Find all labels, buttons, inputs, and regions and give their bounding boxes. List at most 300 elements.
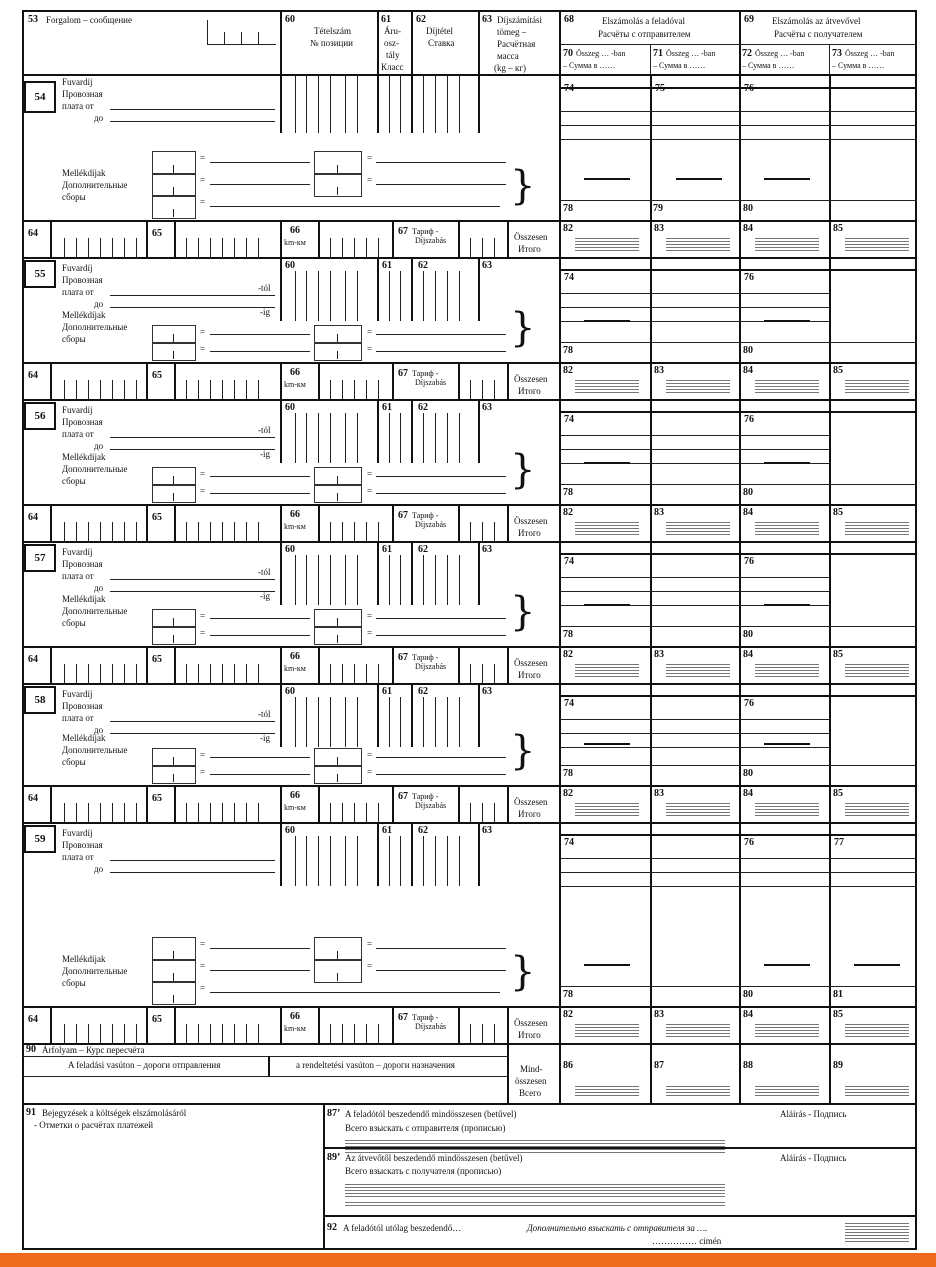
fee-box[interactable] bbox=[152, 173, 196, 197]
orange-bottom-bar bbox=[0, 1253, 936, 1267]
km-label: km-км bbox=[284, 380, 306, 389]
c66-number: 66 bbox=[290, 225, 300, 236]
c74-number: 74 bbox=[564, 698, 574, 709]
total-lines[interactable] bbox=[575, 801, 639, 817]
c73-number: 73 bbox=[832, 48, 842, 59]
c90-label: Árfolyam – Курс пересчёта bbox=[42, 1045, 145, 1055]
total-lines[interactable] bbox=[575, 662, 639, 678]
c84-number: 84 bbox=[743, 507, 753, 518]
c61-label-ru: Класс bbox=[381, 62, 404, 72]
fee-eq-right: = bbox=[367, 628, 373, 638]
provoznaya-label: Провозная bbox=[62, 840, 103, 850]
dopolnitelnye-label: Дополнительные bbox=[62, 322, 128, 332]
mellekdijak-label: Mellékdíjak bbox=[62, 954, 106, 964]
c71-label-ru: – Сумма в …… bbox=[653, 61, 706, 70]
osszesen-label: Összesen bbox=[514, 658, 548, 668]
km-label: km-км bbox=[284, 238, 306, 247]
mellekdijak-label: Mellékdíjak bbox=[62, 594, 106, 604]
c62-number: 62 bbox=[418, 825, 428, 836]
total-lines[interactable] bbox=[575, 1022, 639, 1038]
fuvardij-label: Fuvardíj bbox=[62, 77, 93, 87]
c62-number: 62 bbox=[418, 402, 428, 413]
c60-number: 60 bbox=[285, 686, 295, 697]
fee-eq-right: = bbox=[367, 611, 373, 621]
dopolnitelnye-label: Дополнительные bbox=[62, 180, 128, 190]
osszesen-label: Összesen bbox=[514, 516, 548, 526]
c61-label2: osz- bbox=[384, 38, 399, 48]
tarif-label: Тариф - bbox=[412, 1013, 439, 1022]
total-lines[interactable] bbox=[845, 1022, 909, 1038]
c68-number: 68 bbox=[564, 14, 574, 25]
dijszabas-label: Díjszabás bbox=[415, 378, 447, 387]
c84-number: 84 bbox=[743, 365, 753, 376]
brace-icon: } bbox=[510, 589, 536, 635]
plata-ot-label: плата от bbox=[62, 429, 94, 439]
c67-number: 67 bbox=[398, 510, 408, 521]
section-number: 57 bbox=[24, 544, 56, 572]
c92-number: 92 bbox=[327, 1222, 337, 1233]
c67-number: 67 bbox=[398, 368, 408, 379]
c87-number: 87 bbox=[654, 1060, 664, 1071]
total-lines[interactable] bbox=[666, 520, 730, 536]
c63-number: 63 bbox=[482, 402, 492, 413]
dijszabas-label: Díjszabás bbox=[415, 236, 447, 245]
osszesen-label: összesen bbox=[515, 1076, 547, 1086]
fee-eq-right: = bbox=[367, 486, 373, 496]
dopolnitelnye-label: Дополнительные bbox=[62, 464, 128, 474]
c74-number: 74 bbox=[564, 414, 574, 425]
dijszabas-label: Díjszabás bbox=[415, 1022, 447, 1031]
c76-number: 76 bbox=[744, 698, 754, 709]
c85-number: 85 bbox=[833, 507, 843, 518]
ig-label: -ig bbox=[260, 733, 270, 743]
c63-number: 63 bbox=[482, 14, 492, 25]
tol-label: -tól bbox=[258, 567, 271, 577]
fee-eq: = bbox=[200, 344, 206, 354]
itogo-label: Итого bbox=[518, 386, 541, 396]
c78-number: 78 bbox=[563, 345, 573, 356]
tarif-label: Тариф - bbox=[412, 227, 439, 236]
total-lines[interactable] bbox=[755, 801, 819, 817]
sbory-label: сборы bbox=[62, 476, 86, 486]
c87p-amount-lines[interactable] bbox=[345, 1138, 725, 1154]
provoznaya-label: Провозная bbox=[62, 559, 103, 569]
c90-departure-rail: A feladási vasúton – дороги отправления bbox=[68, 1060, 221, 1070]
c89p-label-ru: Всего взыскать с получателя (прописью) bbox=[345, 1166, 502, 1176]
c64-number: 64 bbox=[28, 228, 38, 239]
total-lines[interactable] bbox=[755, 1022, 819, 1038]
c82-number: 82 bbox=[563, 1009, 573, 1020]
c53-number: 53 bbox=[28, 14, 38, 25]
itogo-label: Итого bbox=[518, 244, 541, 254]
total-lines[interactable] bbox=[845, 520, 909, 536]
c62-number: 62 bbox=[418, 686, 428, 697]
c64-number: 64 bbox=[28, 654, 38, 665]
c64-number: 64 bbox=[28, 370, 38, 381]
fee-eq-right: = bbox=[367, 961, 373, 971]
do-label: до bbox=[94, 113, 104, 123]
total-lines[interactable] bbox=[666, 236, 730, 252]
provoznaya-label: Провозная bbox=[62, 89, 103, 99]
fee-eq-right: = bbox=[367, 344, 373, 354]
c67-number: 67 bbox=[398, 1012, 408, 1023]
c75-number: 75 bbox=[655, 83, 665, 94]
fee-eq: = bbox=[200, 939, 206, 949]
c70-label: Összeg … -ban bbox=[576, 49, 626, 58]
fee-box-right[interactable] bbox=[314, 626, 362, 645]
c61-number: 61 bbox=[382, 260, 392, 271]
fee-eq: = bbox=[200, 750, 206, 760]
total-lines[interactable] bbox=[755, 378, 819, 394]
fee-box[interactable] bbox=[152, 151, 196, 175]
mellekdijak-label: Mellékdíjak bbox=[62, 733, 106, 743]
c82-number: 82 bbox=[563, 507, 573, 518]
c65-number: 65 bbox=[152, 654, 162, 665]
c61-number: 61 bbox=[382, 402, 392, 413]
c83-number: 83 bbox=[654, 507, 664, 518]
fee-eq: = bbox=[200, 469, 206, 479]
mellekdijak-label: Mellékdíjak bbox=[62, 168, 106, 178]
c87p-number: 87’ bbox=[327, 1108, 341, 1119]
total-lines[interactable] bbox=[575, 236, 639, 252]
fee-eq-right: = bbox=[367, 175, 373, 185]
c62-number: 62 bbox=[418, 544, 428, 555]
c76-number: 76 bbox=[744, 83, 754, 94]
osszesen-label: Összesen bbox=[514, 374, 548, 384]
dopolnitelnye-label: Дополнительные bbox=[62, 606, 128, 616]
c78-number: 78 bbox=[563, 629, 573, 640]
tol-label: -tól bbox=[258, 709, 271, 719]
fee-box[interactable] bbox=[152, 981, 196, 1005]
fee-box-right[interactable] bbox=[314, 484, 362, 503]
brace-icon: } bbox=[510, 949, 536, 995]
dijszabas-label: Díjszabás bbox=[415, 801, 447, 810]
c90-number: 90 bbox=[26, 1044, 36, 1055]
do-label: до bbox=[94, 299, 104, 309]
c78-number: 78 bbox=[563, 203, 573, 214]
c92-label-ru: Дополнительно взыскать с отправителя за …. bbox=[527, 1223, 708, 1233]
total-lines[interactable] bbox=[666, 378, 730, 394]
c61-label3: tály bbox=[386, 50, 400, 60]
c67-number: 67 bbox=[398, 652, 408, 663]
total-lines[interactable] bbox=[845, 801, 909, 817]
c76-number: 76 bbox=[744, 556, 754, 567]
c60-number: 60 bbox=[285, 260, 295, 271]
c80-number: 80 bbox=[743, 345, 753, 356]
c82-number: 82 bbox=[563, 223, 573, 234]
c82-number: 82 bbox=[563, 788, 573, 799]
section-number: 55 bbox=[24, 260, 56, 288]
c62-number: 62 bbox=[418, 260, 428, 271]
c92-cimen: …………… címén bbox=[652, 1236, 722, 1246]
fuvardij-label: Fuvardíj bbox=[62, 263, 93, 273]
c89p-label-hu: Az átvevőtől beszedendő mindösszesen (betűvel) bbox=[345, 1153, 523, 1163]
plata-ot-label: плата от bbox=[62, 571, 94, 581]
c83-number: 83 bbox=[654, 649, 664, 660]
fee-box-right[interactable] bbox=[314, 151, 362, 175]
fee-box-right[interactable] bbox=[314, 342, 362, 361]
brace-icon: } bbox=[510, 305, 536, 351]
tol-label: -tól bbox=[258, 425, 271, 435]
dopolnitelnye-label: Дополнительные bbox=[62, 745, 128, 755]
c78-number: 78 bbox=[563, 989, 573, 1000]
c80-number: 80 bbox=[743, 768, 753, 779]
osszesen-label: Összesen bbox=[514, 797, 548, 807]
c53-label: Forgalom – сообщение bbox=[46, 15, 132, 25]
c72-number: 72 bbox=[742, 48, 752, 59]
sbory-label: сборы bbox=[62, 757, 86, 767]
c63-unit: (kg – кг) bbox=[494, 63, 527, 73]
c66-number: 66 bbox=[290, 790, 300, 801]
tarif-label: Тариф - bbox=[412, 792, 439, 801]
brace-icon: } bbox=[510, 728, 536, 774]
fuvardij-label: Fuvardíj bbox=[62, 689, 93, 699]
section-number: 58 bbox=[24, 686, 56, 714]
total-lines[interactable] bbox=[755, 520, 819, 536]
c82-number: 82 bbox=[563, 365, 573, 376]
c72-label-ru: – Сумма в …… bbox=[742, 61, 795, 70]
c65-number: 65 bbox=[152, 512, 162, 523]
c91-number: 91 bbox=[26, 1107, 36, 1118]
fee-eq: = bbox=[200, 327, 206, 337]
fee-eq-right: = bbox=[367, 327, 373, 337]
c68-label-hu: Elszámolás a feladóval bbox=[602, 16, 685, 26]
c80-number: 80 bbox=[743, 989, 753, 1000]
c87p-label-hu: A feladótól beszedendő mindösszesen (betűvel) bbox=[345, 1109, 517, 1119]
c89p-amount-lines[interactable] bbox=[345, 1182, 725, 1198]
fee-eq: = bbox=[200, 197, 206, 207]
c78-number: 78 bbox=[563, 487, 573, 498]
c87p-label-ru: Всего взыскать с отправителя (прописью) bbox=[345, 1123, 506, 1133]
fuvardij-label: Fuvardíj bbox=[62, 405, 93, 415]
fuvardij-label: Fuvardíj bbox=[62, 547, 93, 557]
c63-number: 63 bbox=[482, 686, 492, 697]
fee-eq: = bbox=[200, 153, 206, 163]
tol-label: -tól bbox=[258, 283, 271, 293]
dopolnitelnye-label: Дополнительные bbox=[62, 966, 128, 976]
section-number: 59 bbox=[24, 825, 56, 853]
c73-label-ru: – Сумма в …… bbox=[832, 61, 885, 70]
c84-number: 84 bbox=[743, 1009, 753, 1020]
c80-number: 80 bbox=[743, 203, 753, 214]
c85-number: 85 bbox=[833, 365, 843, 376]
c72-label: Összeg … -ban bbox=[755, 49, 805, 58]
fee-eq: = bbox=[200, 628, 206, 638]
dijszabas-label: Díjszabás bbox=[415, 662, 447, 671]
c66-number: 66 bbox=[290, 1011, 300, 1022]
c61-number: 61 bbox=[382, 544, 392, 555]
do-label: до bbox=[94, 725, 104, 735]
fee-box[interactable] bbox=[152, 484, 196, 503]
c60-number: 60 bbox=[285, 825, 295, 836]
c80-number: 80 bbox=[743, 629, 753, 640]
fuvardij-label: Fuvardíj bbox=[62, 828, 93, 838]
c66-number: 66 bbox=[290, 367, 300, 378]
c76-number: 76 bbox=[744, 414, 754, 425]
c91-label: Bejegyzések a költségek elszámolásáról bbox=[42, 1108, 187, 1118]
total-lines[interactable] bbox=[666, 662, 730, 678]
section-number: 56 bbox=[24, 402, 56, 430]
c65-number: 65 bbox=[152, 793, 162, 804]
total-lines[interactable] bbox=[575, 520, 639, 536]
tarif-label: Тариф - bbox=[412, 369, 439, 378]
c77-number: 77 bbox=[834, 837, 844, 848]
fee-box-right[interactable] bbox=[314, 173, 362, 197]
c63-label-hu2: tömeg – bbox=[497, 27, 527, 37]
fee-box[interactable] bbox=[152, 959, 196, 983]
c83-number: 83 bbox=[654, 1009, 664, 1020]
c85-number: 85 bbox=[833, 788, 843, 799]
c88-number: 88 bbox=[743, 1060, 753, 1071]
do-label: до bbox=[94, 583, 104, 593]
c84-number: 84 bbox=[743, 649, 753, 660]
ig-label: -ig bbox=[260, 591, 270, 601]
total-lines[interactable] bbox=[845, 236, 909, 252]
c65-number: 65 bbox=[152, 228, 162, 239]
c90-destination-rail: a rendeltetési vasúton – дороги назначения bbox=[296, 1060, 455, 1070]
itogo-label: Итого bbox=[518, 528, 541, 538]
fee-eq: = bbox=[200, 175, 206, 185]
fee-box[interactable] bbox=[152, 626, 196, 645]
itogo-label: Итого bbox=[518, 670, 541, 680]
ig-label: -ig bbox=[260, 449, 270, 459]
c62-label-hu: Díjtétel bbox=[426, 26, 453, 36]
total-lines[interactable] bbox=[845, 378, 909, 394]
fee-eq: = bbox=[200, 983, 206, 993]
c61-number: 61 bbox=[382, 686, 392, 697]
sbory-label: сборы bbox=[62, 978, 86, 988]
c81-number: 81 bbox=[833, 989, 843, 1000]
total-lines[interactable] bbox=[666, 1022, 730, 1038]
fee-eq: = bbox=[200, 961, 206, 971]
c60-number: 60 bbox=[285, 14, 295, 25]
fee-eq-right: = bbox=[367, 469, 373, 479]
c62-label-ru: Ставка bbox=[428, 38, 455, 48]
c65-number: 65 bbox=[152, 370, 162, 381]
c64-number: 64 bbox=[28, 1014, 38, 1025]
sbory-label: сборы bbox=[62, 618, 86, 628]
total-lines[interactable] bbox=[845, 662, 909, 678]
ig-label: -ig bbox=[260, 307, 270, 317]
fee-box-right[interactable] bbox=[314, 765, 362, 784]
c76-number: 76 bbox=[744, 837, 754, 848]
c62-number: 62 bbox=[416, 14, 426, 25]
c64-number: 64 bbox=[28, 793, 38, 804]
mellekdijak-label: Mellékdíjak bbox=[62, 452, 106, 462]
c67-number: 67 bbox=[398, 791, 408, 802]
c66-number: 66 bbox=[290, 651, 300, 662]
c64-number: 64 bbox=[28, 512, 38, 523]
c84-number: 84 bbox=[743, 788, 753, 799]
c85-number: 85 bbox=[833, 223, 843, 234]
plata-ot-label: плата от bbox=[62, 101, 94, 111]
c69-label-hu: Elszámolás az átvevővel bbox=[772, 16, 861, 26]
itogo-label: Итого bbox=[518, 809, 541, 819]
brace-icon: } bbox=[510, 163, 536, 209]
sbory-label: сборы bbox=[62, 192, 86, 202]
c65-number: 65 bbox=[152, 1014, 162, 1025]
fee-eq-right: = bbox=[367, 750, 373, 760]
c70-number: 70 bbox=[563, 48, 573, 59]
do-label: до bbox=[94, 864, 104, 874]
c91-label-ru: - Отметки о расчётах платежей bbox=[34, 1120, 154, 1130]
total-lines[interactable] bbox=[755, 236, 819, 252]
c60-label-hu: Tételszám bbox=[314, 26, 351, 36]
tarif-label: Тариф - bbox=[412, 511, 439, 520]
c63-label-ru2: масса bbox=[497, 51, 519, 61]
c85-number: 85 bbox=[833, 649, 843, 660]
fee-box-right[interactable] bbox=[314, 937, 362, 961]
c60-label-ru: № позиции bbox=[310, 38, 353, 48]
sbory-label: сборы bbox=[62, 334, 86, 344]
plata-ot-label: плата от bbox=[62, 852, 94, 862]
c89-number: 89 bbox=[833, 1060, 843, 1071]
fee-box[interactable] bbox=[152, 342, 196, 361]
c60-number: 60 bbox=[285, 544, 295, 555]
c85-number: 85 bbox=[833, 1009, 843, 1020]
c79-number: 79 bbox=[653, 203, 663, 214]
dijszabas-label: Díjszabás bbox=[415, 520, 447, 529]
fee-box[interactable] bbox=[152, 937, 196, 961]
c74-number: 74 bbox=[564, 272, 574, 283]
km-label: km-км bbox=[284, 803, 306, 812]
c83-number: 83 bbox=[654, 223, 664, 234]
vsego-label: Всего bbox=[519, 1088, 542, 1098]
c74-number: 74 bbox=[564, 83, 574, 94]
c74-number: 74 bbox=[564, 837, 574, 848]
km-label: km-км bbox=[284, 664, 306, 673]
c71-number: 71 bbox=[653, 48, 663, 59]
fee-box-right[interactable] bbox=[314, 959, 362, 983]
signature-label-2: Aláírás - Подпись bbox=[780, 1153, 847, 1163]
c63-label-ru: Расчётная bbox=[497, 39, 536, 49]
c76-number: 76 bbox=[744, 272, 754, 283]
total-lines[interactable] bbox=[575, 378, 639, 394]
total-lines[interactable] bbox=[755, 662, 819, 678]
c92-label-hu: A feladótól utólag beszedendő… bbox=[343, 1223, 462, 1233]
c69-label-ru: Расчёты с получателем bbox=[774, 29, 863, 39]
section-number: 54 bbox=[24, 81, 56, 113]
c61-label: Áru- bbox=[384, 26, 401, 36]
c73-label: Összeg … -ban bbox=[845, 49, 895, 58]
fee-eq: = bbox=[200, 486, 206, 496]
c61-number: 61 bbox=[382, 825, 392, 836]
fee-eq: = bbox=[200, 611, 206, 621]
fee-eq-right: = bbox=[367, 153, 373, 163]
c63-label-hu: Díjszámítási bbox=[497, 15, 542, 25]
c63-number: 63 bbox=[482, 260, 492, 271]
c70-label-ru: – Сумма в …… bbox=[563, 61, 616, 70]
c61-number: 61 bbox=[381, 14, 391, 25]
c89p-number: 89’ bbox=[327, 1152, 341, 1163]
c63-number: 63 bbox=[482, 544, 492, 555]
c67-number: 67 bbox=[398, 226, 408, 237]
provoznaya-label: Провозная bbox=[62, 417, 103, 427]
fee-box[interactable] bbox=[152, 765, 196, 784]
plata-ot-label: плата от bbox=[62, 713, 94, 723]
mellekdijak-label: Mellékdíjak bbox=[62, 310, 106, 320]
c92-amount-lines[interactable] bbox=[845, 1221, 909, 1243]
signature-label-1: Aláírás - Подпись bbox=[780, 1109, 847, 1119]
c74-number: 74 bbox=[564, 556, 574, 567]
plata-ot-label: плата от bbox=[62, 287, 94, 297]
km-label: km-км bbox=[284, 522, 306, 531]
total-lines[interactable] bbox=[666, 801, 730, 817]
fee-box[interactable] bbox=[152, 195, 196, 219]
c63-number: 63 bbox=[482, 825, 492, 836]
c68-label-ru: Расчёты с отправителем bbox=[598, 29, 691, 39]
itogo-label: Итого bbox=[518, 1030, 541, 1040]
